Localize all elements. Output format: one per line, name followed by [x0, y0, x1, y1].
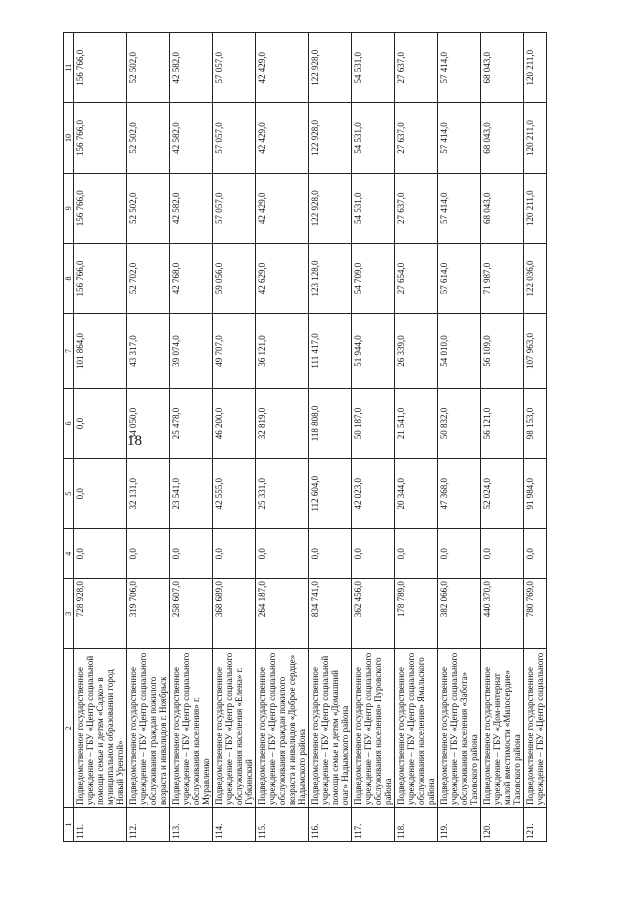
value-cell: 42 429,0: [256, 173, 309, 243]
row-number: 115.: [256, 808, 309, 842]
institution-name: Подведомственное государственное учреждение – ГБУ «Центр социального: [524, 649, 547, 808]
table-row: [481, 33, 524, 842]
value-cell: 156 766,0: [74, 243, 127, 313]
column-number-8: 8: [64, 243, 74, 313]
value-cell: 42 582,0: [170, 33, 213, 103]
value-cell: 57 614,0: [438, 243, 481, 313]
value-cell: 54 531,0: [352, 33, 395, 103]
row-number: 116.: [309, 808, 352, 842]
value-cell: 0,0: [309, 529, 352, 579]
value-cell: 50 187,0: [352, 388, 395, 458]
value-cell: 120 211,0: [524, 33, 547, 103]
value-cell: 42 555,0: [213, 459, 256, 529]
value-cell: 23 541,0: [170, 459, 213, 529]
value-cell: 123 128,0: [309, 243, 352, 313]
value-cell: 118 808,0: [309, 388, 352, 458]
table-row: [309, 33, 352, 842]
table-row: [256, 33, 309, 842]
table-body: [74, 33, 547, 842]
value-cell: 52 502,0: [127, 33, 170, 103]
row-number: 113.: [170, 808, 213, 842]
value-cell: 32 819,0: [256, 388, 309, 458]
institution-name: Подведомственное государственное учреждение – ГБУ «Центр социального обслуживания населения «Забота» Тазовского района: [438, 649, 481, 808]
value-cell: 440 370,0: [481, 579, 524, 649]
institution-name: Подведомственное государственное учреждение – ГБУ «Центр социальной помощи семье и детям «Садко» в муниципальном образовании город Новый Уренгой»: [74, 649, 127, 808]
table-row: [74, 33, 127, 842]
value-cell: 120 211,0: [524, 173, 547, 243]
column-number-10: 10: [64, 103, 74, 173]
institution-name: Подведомственное государственное учреждение – ГБУ «Центр социального обслуживания населения «Елена» г. Губкинский: [213, 649, 256, 808]
value-cell: 56 109,0: [481, 314, 524, 389]
value-cell: 42 582,0: [170, 173, 213, 243]
value-cell: 27 637,0: [395, 173, 438, 243]
value-cell: 36 121,0: [256, 314, 309, 389]
value-cell: 156 766,0: [74, 173, 127, 243]
value-cell: 362 456,0: [352, 579, 395, 649]
value-cell: 39 074,0: [170, 314, 213, 389]
value-cell: 57 057,0: [213, 103, 256, 173]
value-cell: 71 987,0: [481, 243, 524, 313]
value-cell: 0,0: [481, 529, 524, 579]
value-cell: 120 211,0: [524, 103, 547, 173]
value-cell: 25 478,0: [170, 388, 213, 458]
value-cell: 122 036,0: [524, 243, 547, 313]
value-cell: 42 582,0: [170, 103, 213, 173]
page-number: 18: [127, 433, 142, 449]
value-cell: 0,0: [438, 529, 481, 579]
value-cell: 258 607,0: [170, 579, 213, 649]
value-cell: 780 769,0: [524, 579, 547, 649]
value-cell: 156 766,0: [74, 103, 127, 173]
value-cell: 319 706,0: [127, 579, 170, 649]
value-cell: 0,0: [395, 529, 438, 579]
value-cell: 0,0: [170, 529, 213, 579]
value-cell: 46 200,0: [213, 388, 256, 458]
value-cell: 32 131,0: [127, 459, 170, 529]
row-number: 118.: [395, 808, 438, 842]
value-cell: 178 789,0: [395, 579, 438, 649]
value-cell: 54 531,0: [352, 103, 395, 173]
value-cell: 68 043,0: [481, 33, 524, 103]
value-cell: 54 010,0: [438, 314, 481, 389]
value-cell: 52 502,0: [127, 173, 170, 243]
value-cell: 728 928,0: [74, 579, 127, 649]
row-number: 111.: [74, 808, 127, 842]
budget-table: [63, 32, 547, 842]
value-cell: 42 429,0: [256, 33, 309, 103]
value-cell: 57 414,0: [438, 103, 481, 173]
value-cell: 0,0: [74, 459, 127, 529]
column-number-3: 3: [64, 579, 74, 649]
column-number-9: 9: [64, 173, 74, 243]
value-cell: 0,0: [127, 529, 170, 579]
value-cell: 101 864,0: [74, 314, 127, 389]
institution-name: Подведомственное государственное учреждение – ГБУ «Центр социального обслуживания населения» Пуровского района: [352, 649, 395, 808]
table-row: [170, 33, 213, 842]
value-cell: 107 963,0: [524, 314, 547, 389]
value-cell: 51 944,0: [352, 314, 395, 389]
value-cell: 27 654,0: [395, 243, 438, 313]
row-number: 120.: [481, 808, 524, 842]
row-number: 114.: [213, 808, 256, 842]
value-cell: 382 066,0: [438, 579, 481, 649]
column-number-7: 7: [64, 314, 74, 389]
table-row: [352, 33, 395, 842]
value-cell: 26 339,0: [395, 314, 438, 389]
value-cell: 54 531,0: [352, 173, 395, 243]
value-cell: 122 928,0: [309, 33, 352, 103]
value-cell: 42 023,0: [352, 459, 395, 529]
row-number: 119.: [438, 808, 481, 842]
value-cell: 0,0: [352, 529, 395, 579]
value-cell: 0,0: [213, 529, 256, 579]
value-cell: 0,0: [74, 529, 127, 579]
institution-name: Подведомственное государственное учреждение – ГБУ «Центр социального обслуживания граждан пожилого возраста и инвалидов г. Ноябрьск: [127, 649, 170, 808]
value-cell: 50 832,0: [438, 388, 481, 458]
column-number-2: 2: [64, 649, 74, 808]
row-number: 117.: [352, 808, 395, 842]
column-number-4: 4: [64, 529, 74, 579]
institution-name: Подведомственное государственное учреждение – ГБУ «Центр социальной помощи семье и детям «Домашний очаг» Надымского района: [309, 649, 352, 808]
value-cell: 57 057,0: [213, 173, 256, 243]
row-number: 112.: [127, 808, 170, 842]
table-row: [395, 33, 438, 842]
value-cell: 49 707,0: [213, 314, 256, 389]
value-cell: 20 344,0: [395, 459, 438, 529]
value-cell: 122 928,0: [309, 173, 352, 243]
value-cell: 42 629,0: [256, 243, 309, 313]
value-cell: 52 502,0: [127, 103, 170, 173]
value-cell: 0,0: [524, 529, 547, 579]
value-cell: 0,0: [74, 388, 127, 458]
table-row: [524, 33, 547, 842]
value-cell: 98 153,0: [524, 388, 547, 458]
value-cell: 111 417,0: [309, 314, 352, 389]
column-number-row: [64, 33, 74, 842]
table-row: [127, 33, 170, 842]
value-cell: 25 331,0: [256, 459, 309, 529]
value-cell: 834 741,0: [309, 579, 352, 649]
value-cell: 91 984,0: [524, 459, 547, 529]
institution-name: Подведомственное государственное учреждение – ГБУ «Центр социального обслуживания населения» Ямальского района: [395, 649, 438, 808]
value-cell: 42 768,0: [170, 243, 213, 313]
column-number-6: 6: [64, 388, 74, 458]
value-cell: 57 414,0: [438, 173, 481, 243]
value-cell: 57 057,0: [213, 33, 256, 103]
value-cell: 59 056,0: [213, 243, 256, 313]
value-cell: 54 709,0: [352, 243, 395, 313]
value-cell: 27 637,0: [395, 103, 438, 173]
value-cell: 68 043,0: [481, 173, 524, 243]
value-cell: 21 541,0: [395, 388, 438, 458]
value-cell: 57 414,0: [438, 33, 481, 103]
column-number-1: 1: [64, 808, 74, 842]
value-cell: 0,0: [256, 529, 309, 579]
institution-name: Подведомственное государственное учреждение – ГБУ «Дом-интернат малой вместимости «Милосердие» Тазовского района: [481, 649, 524, 808]
institution-name: Подведомственное государственное учреждение – ГБУ «Центр социального обслуживания населения» г. Муравленко: [170, 649, 213, 808]
value-cell: 112 604,0: [309, 459, 352, 529]
value-cell: 122 928,0: [309, 103, 352, 173]
value-cell: 56 121,0: [481, 388, 524, 458]
rotated-table-wrapper: [63, 32, 603, 842]
value-cell: 52 702,0: [127, 243, 170, 313]
table-row: [438, 33, 481, 842]
value-cell: 68 043,0: [481, 103, 524, 173]
value-cell: 156 766,0: [74, 33, 127, 103]
row-number: 121.: [524, 808, 547, 842]
value-cell: 34 050,0: [127, 388, 170, 458]
value-cell: 43 317,0: [127, 314, 170, 389]
institution-name: Подведомственное государственное учреждение – ГБУ «Центр социального обслуживания граждан пожилого возраста и инвалидов «Доброе сердце» Надымского района: [256, 649, 309, 808]
value-cell: 264 187,0: [256, 579, 309, 649]
value-cell: 47 368,0: [438, 459, 481, 529]
column-number-5: 5: [64, 459, 74, 529]
table-row: [213, 33, 256, 842]
column-number-11: 11: [64, 33, 74, 103]
value-cell: 52 024,0: [481, 459, 524, 529]
value-cell: 368 689,0: [213, 579, 256, 649]
value-cell: 42 429,0: [256, 103, 309, 173]
value-cell: 27 637,0: [395, 33, 438, 103]
